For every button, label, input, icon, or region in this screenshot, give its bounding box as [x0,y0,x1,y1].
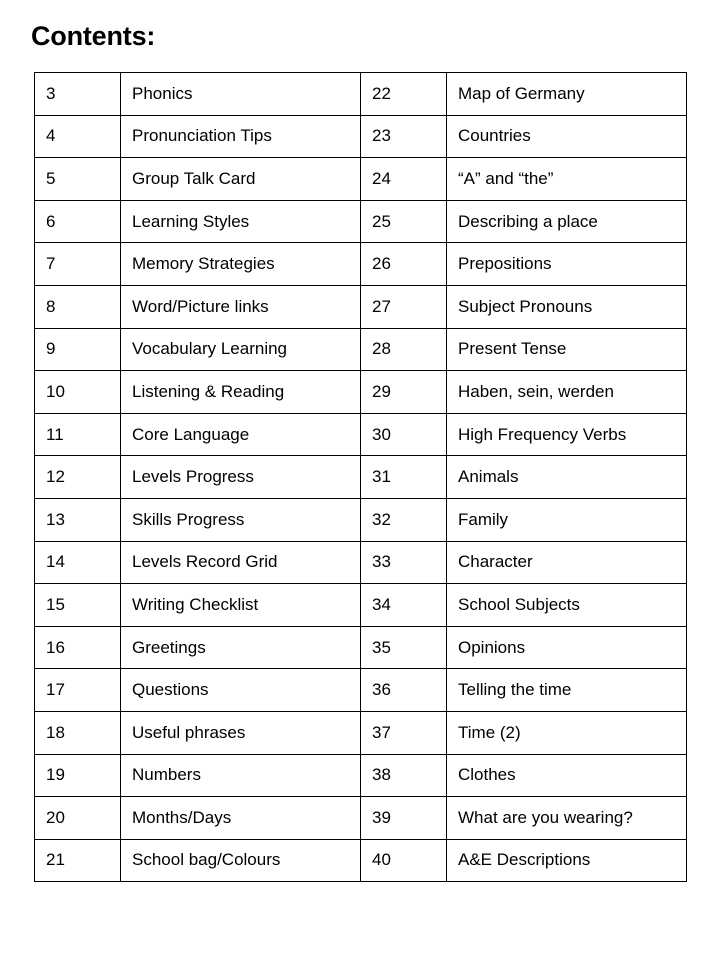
right-page-number: 33 [361,541,447,584]
right-topic: Opinions [447,626,687,669]
table-row [35,371,687,414]
table-row [35,754,687,797]
left-page-number: 8 [35,285,121,328]
right-topic: Character [447,541,687,584]
table-row [35,328,687,371]
left-page-number: 16 [35,626,121,669]
right-page-number: 38 [361,754,447,797]
table-row [35,200,687,243]
left-topic: Group Talk Card [121,158,361,201]
right-topic: Clothes [447,754,687,797]
table-row [35,584,687,627]
table-row [35,498,687,541]
left-topic: Questions [121,669,361,712]
left-topic: Levels Progress [121,456,361,499]
right-page-number: 37 [361,711,447,754]
right-page-number: 25 [361,200,447,243]
left-topic: Phonics [121,73,361,116]
left-page-number: 14 [35,541,121,584]
left-topic: Listening & Reading [121,371,361,414]
right-page-number: 29 [361,371,447,414]
left-page-number: 11 [35,413,121,456]
table-row [35,839,687,882]
left-page-number: 13 [35,498,121,541]
table-row [35,158,687,201]
left-topic: Core Language [121,413,361,456]
right-page-number: 23 [361,115,447,158]
right-page-number: 35 [361,626,447,669]
right-page-number: 32 [361,498,447,541]
right-topic: Haben, sein, werden [447,371,687,414]
table-row [35,413,687,456]
right-page-number: 26 [361,243,447,286]
right-topic: Telling the time [447,669,687,712]
right-page-number: 39 [361,797,447,840]
right-page-number: 40 [361,839,447,882]
right-page-number: 22 [361,73,447,116]
right-topic: Animals [447,456,687,499]
table-row [35,285,687,328]
right-page-number: 31 [361,456,447,499]
left-page-number: 17 [35,669,121,712]
page-title: Contents: [31,21,156,51]
left-page-number: 9 [35,328,121,371]
right-topic: Present Tense [447,328,687,371]
right-topic: Map of Germany [447,73,687,116]
left-topic: Learning Styles [121,200,361,243]
right-topic: School Subjects [447,584,687,627]
right-topic: What are you wearing? [447,797,687,840]
left-page-number: 7 [35,243,121,286]
left-page-number: 19 [35,754,121,797]
right-topic: A&E Descriptions [447,839,687,882]
left-page-number: 20 [35,797,121,840]
left-topic: Memory Strategies [121,243,361,286]
left-topic: Months/Days [121,797,361,840]
left-page-number: 12 [35,456,121,499]
right-topic: Subject Pronouns [447,285,687,328]
left-page-number: 6 [35,200,121,243]
table-row [35,669,687,712]
table-row [35,626,687,669]
right-topic: Describing a place [447,200,687,243]
left-topic: Skills Progress [121,498,361,541]
right-topic: High Frequency Verbs [447,413,687,456]
left-page-number: 10 [35,371,121,414]
right-page-number: 36 [361,669,447,712]
left-topic: Vocabulary Learning [121,328,361,371]
left-topic: Useful phrases [121,711,361,754]
left-page-number: 21 [35,839,121,882]
right-page-number: 34 [361,584,447,627]
left-page-number: 18 [35,711,121,754]
table-row [35,797,687,840]
left-topic: Numbers [121,754,361,797]
left-topic: Writing Checklist [121,584,361,627]
left-topic: Levels Record Grid [121,541,361,584]
right-page-number: 27 [361,285,447,328]
right-page-number: 28 [361,328,447,371]
left-topic: Pronunciation Tips [121,115,361,158]
table-row [35,115,687,158]
left-page-number: 3 [35,73,121,116]
right-topic: Countries [447,115,687,158]
table-row [35,73,687,116]
right-page-number: 30 [361,413,447,456]
table-row [35,541,687,584]
left-topic: Word/Picture links [121,285,361,328]
left-page-number: 5 [35,158,121,201]
right-topic: “A” and “the” [447,158,687,201]
right-topic: Family [447,498,687,541]
left-topic: Greetings [121,626,361,669]
right-topic: Prepositions [447,243,687,286]
left-page-number: 15 [35,584,121,627]
table-row [35,456,687,499]
table-row [35,243,687,286]
right-topic: Time (2) [447,711,687,754]
right-page-number: 24 [361,158,447,201]
contents-table [34,72,687,882]
left-topic: School bag/Colours [121,839,361,882]
table-row [35,711,687,754]
left-page-number: 4 [35,115,121,158]
contents-table-body [35,73,687,882]
